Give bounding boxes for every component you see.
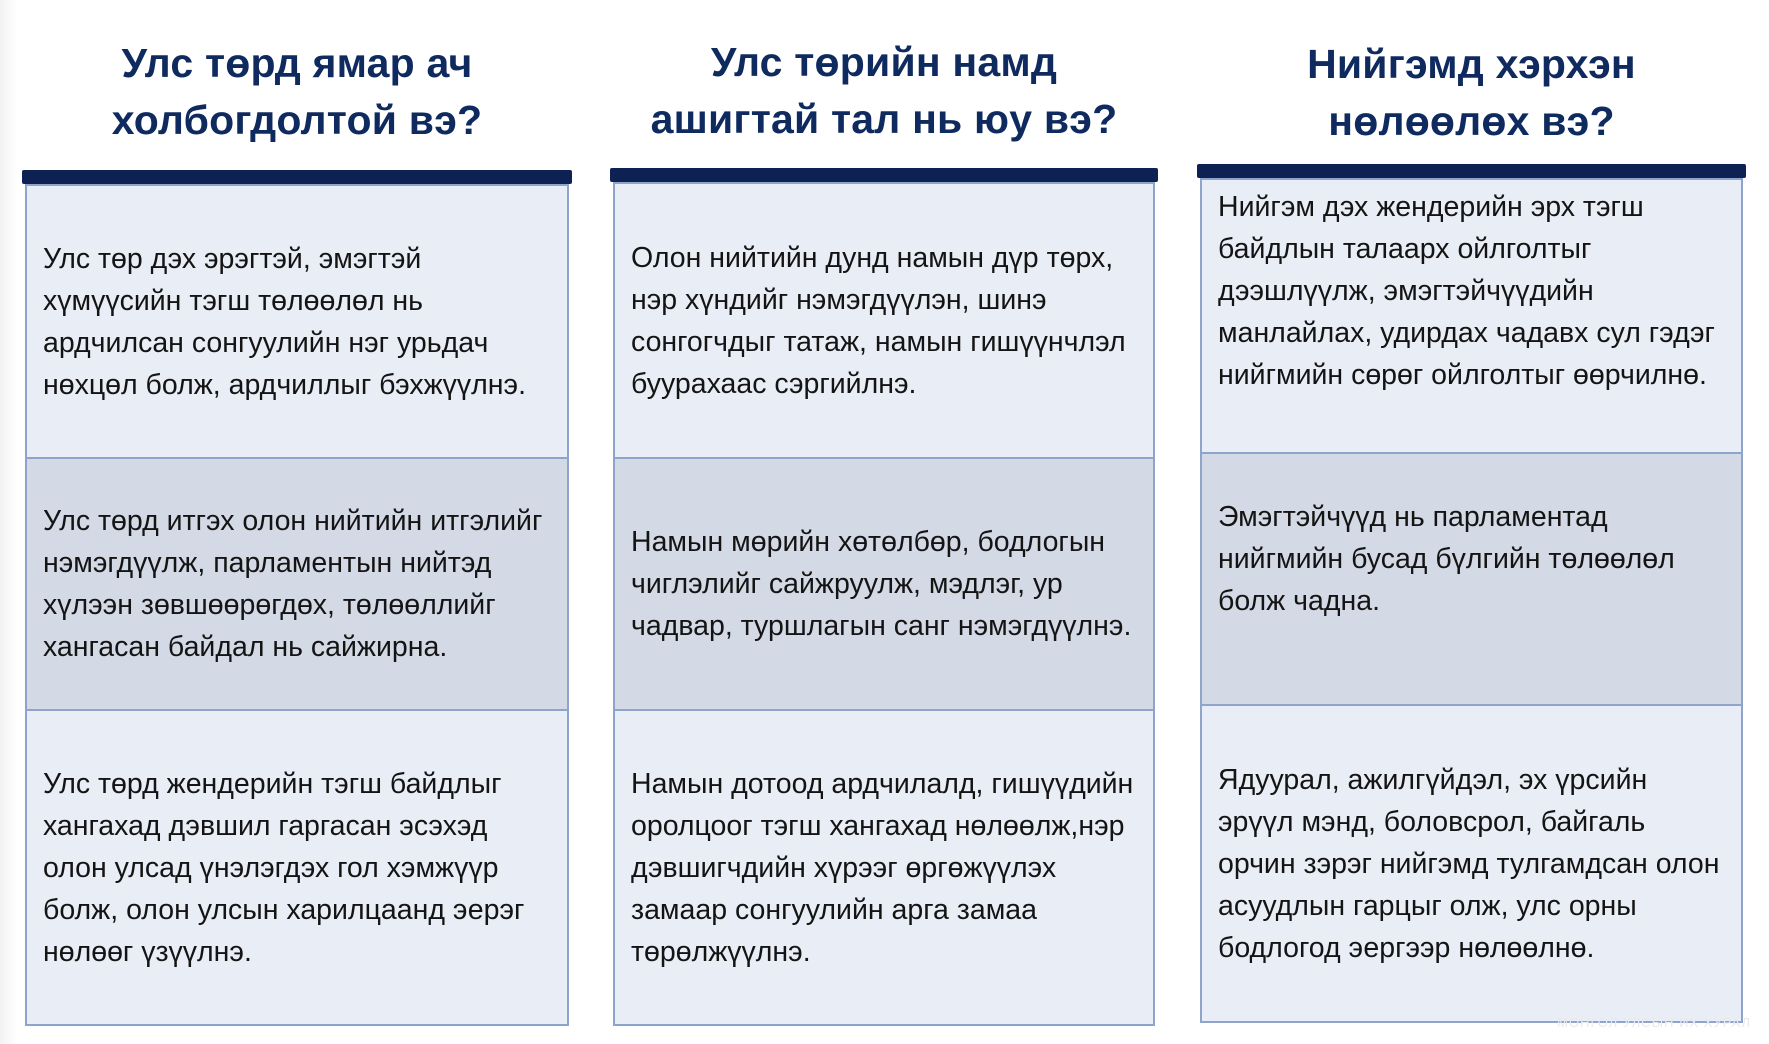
item-text: Улс төрд итгэх олон нийтийн итгэлийг нэмэгдүүлж, парламентын нийтэд хүлээн зөвшөөрөгдөх, төлөөллийг хангасан байдал нь сайжирна.	[43, 505, 543, 663]
header-bar	[22, 170, 572, 184]
list-item	[615, 184, 1153, 457]
column-party	[610, 0, 1158, 1044]
item-text: Нийгэм дэх жендерийн эрх тэгш байдлын талаарх ойлголтыг дээшлүүлж, эмэгтэйчүүдийн манлайлах, удирдах чадавх сул гэдэг нийгмийн сөрөг ойлголтыг өөрчилнө.	[1218, 191, 1715, 391]
column-title: Улс төрийн намд ашигтай тал нь юу вэ?	[650, 39, 1118, 142]
watermark: МОНГОЛ УЛСЫН ИХ ХУРАЛ	[1557, 1015, 1751, 1030]
list-item	[27, 186, 567, 457]
list-item	[615, 709, 1153, 1024]
item-text: Ядуурал, ажилгүйдэл, эх үрсийн эрүүл мэнд, боловсрол, байгаль орчин зэрэг нийгэмд тулгамдсан олон асуудлын гарцыг олж, улс орны бодлогод эергээр нөлөөлнө.	[1218, 763, 1720, 964]
item-text: Эмэгтэйчүүд нь парламентад нийгмийн бусад бүлгийн төлөөлөл болж чадна.	[1218, 501, 1675, 617]
list-item	[27, 709, 567, 1024]
header-bar	[1197, 164, 1746, 178]
list-item	[1202, 180, 1741, 452]
column-politics	[22, 0, 572, 1044]
left-edge-shadow	[0, 0, 18, 1044]
list-item	[1202, 704, 1741, 1021]
item-text: Улс төрд жендерийн тэгш байдлыг хангахад дэвшил гаргасан эсэхэд олон улсад үнэлэгдэх гол хэмжүүр болж, олон улсын харилцаанд эерэг нөлөөг үзүүлнэ.	[43, 767, 525, 968]
list-item	[1202, 452, 1741, 704]
list-item	[27, 457, 567, 709]
content-box	[1200, 178, 1743, 1023]
item-text: Намын мөрийн хөтөлбөр, бодлогын чиглэлийг сайжруулж, мэдлэг, ур чадвар, туршлагын санг нэмэгдүүлнэ.	[631, 526, 1132, 642]
column-title: Улс төрд ямар ач холбогдолтой вэ?	[111, 40, 483, 143]
content-box	[613, 182, 1155, 1026]
item-text: Намын дотоод ардчилалд, гишүүдийн оролцоог тэгш хангахад нөлөөлж,нэр дэвшигчдийн хүрээг өргөжүүлэх замаар сонгуулийн арга замаа төрөлжүүлнэ.	[631, 767, 1134, 968]
column-society	[1197, 0, 1746, 1044]
list-item	[615, 457, 1153, 709]
item-text: Улс төр дэх эрэгтэй, эмэгтэй хүмүүсийн тэгш төлөөлөл нь ардчилсан сонгуулийн нэг урьдач нөхцөл болж, ардчиллыг бэхжүүлнэ.	[43, 242, 527, 401]
column-title: Нийгэмд хэрхэн нөлөөлөх вэ?	[1307, 41, 1636, 144]
item-text: Олон нийтийн дунд намын дүр төрх, нэр хүндийг нэмэгдүүлэн, шинэ сонгогчдыг татаж, намын гишүүнчлэл буурахаас сэргийлнэ.	[631, 241, 1126, 400]
header-bar	[610, 168, 1158, 182]
content-box	[25, 184, 569, 1026]
